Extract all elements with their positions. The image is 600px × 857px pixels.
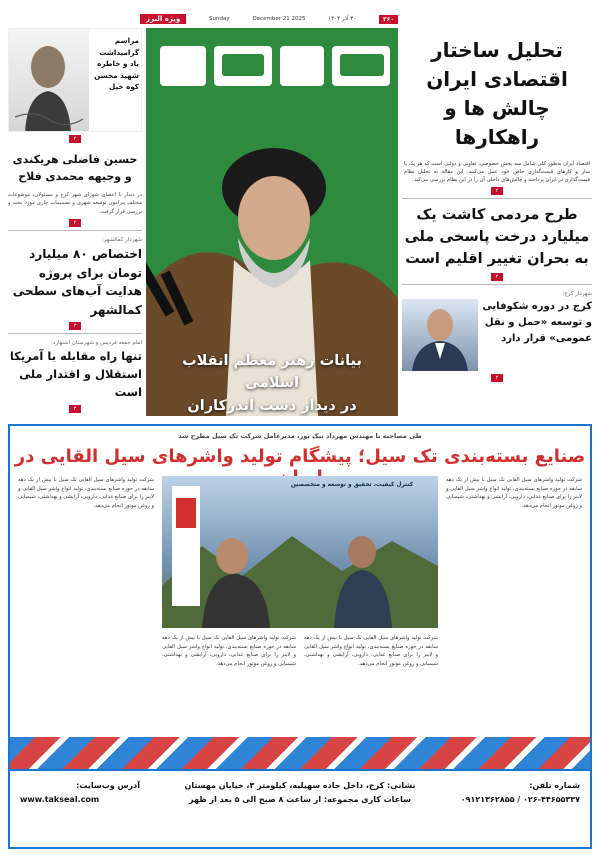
date-fa: ۳۰ آذر ۱۴۰۴ — [328, 16, 357, 22]
memorial-box[interactable] — [8, 28, 142, 132]
supplement-badge: ویژه البرز — [140, 14, 186, 24]
page-marker: ۲ — [491, 187, 503, 195]
page-marker: ۳ — [69, 322, 81, 330]
right-column — [402, 28, 592, 416]
phone-block — [460, 779, 580, 806]
ad-column-center-left: شرکت تولید واشرهای سیل القایی تک سیل با بیش از یک دهه سابقه در حوزه صنایع بسته‌بندی، تولید انواع واشر سیل القایی و لاینر را برای صنایع غذایی، دارویی، آرایشی و بهداشتی، شیمیایی و روغن موتور انجام می‌دهد. — [162, 635, 296, 667]
page-marker: ۲ — [69, 219, 81, 227]
website-block — [20, 779, 140, 806]
headline-right-1[interactable]: تحلیل ساختار اقتصادی ایران چالش ها و راهکارها — [426, 38, 568, 149]
ad-photo-caption: کنترل کیفیت، تحقیق و توسعه و متخصصین — [290, 482, 414, 488]
mayor-photo — [402, 299, 478, 371]
page-marker: ۳ — [69, 405, 81, 413]
divider — [8, 333, 142, 334]
address-block — [150, 779, 450, 806]
ad-column-right: شرکت تولید واشرهای سیل القایی تک سیل با بیش از یک دهه سابقه در حوزه صنایع بسته‌بندی، تولید انواع واشر سیل القایی و لاینر را برای صنایع غذایی، دارویی، آرایشی و بهداشتی، شیمیایی و روغن موتور انجام می‌دهد. — [446, 477, 582, 509]
headline-left-2[interactable]: اختصاص ۸۰ میلیارد تومان برای پروژه هدایت آب‌های سطحی کمالشهر — [12, 247, 142, 317]
kicker-left-3: امام جمعه فردیس و شهرستان اشتهارد: — [51, 340, 142, 347]
headline-left-1[interactable]: حسین فاضلی هریکندی و وجیهه محمدی فلاح — [12, 153, 138, 184]
phone-label: شماره تلفن: — [529, 781, 580, 790]
portrait-graphic — [9, 29, 89, 131]
divider — [402, 198, 592, 199]
day-en: Sunday — [209, 16, 230, 22]
hero-caption-line: در دیدار دست اندرکاران — [187, 397, 357, 414]
headline-right-2[interactable]: طرح مردمی کاشت یک میلیارد درخت پاسخی ملی به بحران تغییر اقلیم است — [404, 207, 590, 267]
page-marker: ۲ — [491, 374, 503, 382]
kicker-left-2: شهردار کمالشهر: — [101, 237, 142, 244]
kicker-right-3: شهردار کرج: — [562, 291, 592, 298]
website-link[interactable]: www.takseal.com — [20, 794, 100, 804]
body-left-1: در دیدار با اعضای شورای شهر کرج و مسئولان، موضوعات مختلف پیرامون توسعه شهری و تصمیمات جاری مورد بحث و بررسی قرار گرفت. — [8, 192, 142, 215]
phone-numbers[interactable]: ۰۲۶-۴۴۶۵۵۳۳۷ / ۰۹۱۲۱۳۶۲۸۵۵ — [460, 794, 580, 804]
headline-right-3: کرج در دوره شکوفایی و توسعه «حمل و نقل عمومی» قرار دارد — [482, 301, 592, 345]
divider — [8, 230, 142, 231]
headline-left-3[interactable]: تنها راه مقابله با آمریکا استقلال و اقتدار ملی است — [9, 349, 142, 400]
left-column — [8, 28, 142, 416]
page-marker: ۲ — [491, 273, 503, 281]
date-en: 2025 December 21 — [252, 16, 306, 22]
ad-column-center-right: شرکت تولید واشرهای سیل القایی تک سیل با بیش از یک دهه سابقه در حوزه صنایع بسته‌بندی، تولید انواع واشر سیل القایی و لاینر را برای صنایع غذایی، دارویی، آرایشی و بهداشتی، شیمیایی و روغن موتور انجام می‌دهد. — [304, 635, 438, 667]
website-label: آدرس وب‌سایت: — [76, 781, 140, 790]
hero-caption — [154, 350, 390, 416]
body-right-1: اقتصاد ایران به‌طور کلی شامل سه بخش خصوصی، تعاونی و دولتی است که هر یک با ساز و کارهای قیمت‌گذاری خاص خود عمل می‌کنند. این مقاله به تحلیل نظام قیمت‌گذاری در ایران پرداخته و چالش‌های داخلی آن را در این نظام بررسی می‌کند. — [404, 161, 590, 184]
masthead-bar — [140, 12, 398, 26]
memorial-portrait — [9, 29, 89, 131]
ad-photo-graphic — [162, 476, 438, 628]
ad-subtitle: طی مصاحبه با مهندس مهرداد نیک پور، مدیرعامل شرکت تک سیل مطرح شد — [178, 432, 422, 440]
divider — [402, 284, 592, 285]
issue-number: ۳۶۰ — [379, 15, 398, 24]
address-text: نشانی: کرج، داخل جاده سهیلیه، کیلومتر ۳، خیابان مهستان — [184, 781, 416, 790]
memorial-text: مراسم گرامیداشت یاد و خاطره شهید محسن کوه خیل — [94, 36, 139, 92]
advertorial-section — [8, 424, 592, 849]
ad-title[interactable]: صنایع بسته‌بندی تک سیل؛ پیشگام تولید واشرهای سیل القایی در — [14, 446, 586, 467]
hours-text: ساعات کاری مجموعه: از ساعت ۸ صبح الی ۵ بعد از ظهر — [188, 794, 412, 804]
ad-footer — [10, 769, 590, 847]
mayor-graphic — [402, 299, 478, 371]
ad-photo — [162, 476, 438, 628]
page-marker: ۲ — [69, 135, 81, 143]
story-row[interactable] — [402, 299, 592, 371]
decorative-stripe — [10, 737, 590, 769]
ad-column-left: شرکت تولید واشرهای سیل القایی تک سیل با بیش از یک دهه سابقه در حوزه صنایع بسته‌بندی، تولید انواع واشر سیل القایی و لاینر را برای صنایع غذایی، دارویی، آرایشی و بهداشتی، شیمیایی و روغن موتور انجام می‌دهد. — [18, 477, 154, 509]
hero-caption-line: بیانات رهبر معظم انقلاب اسلامی — [182, 353, 362, 392]
hero-section[interactable] — [146, 28, 398, 416]
